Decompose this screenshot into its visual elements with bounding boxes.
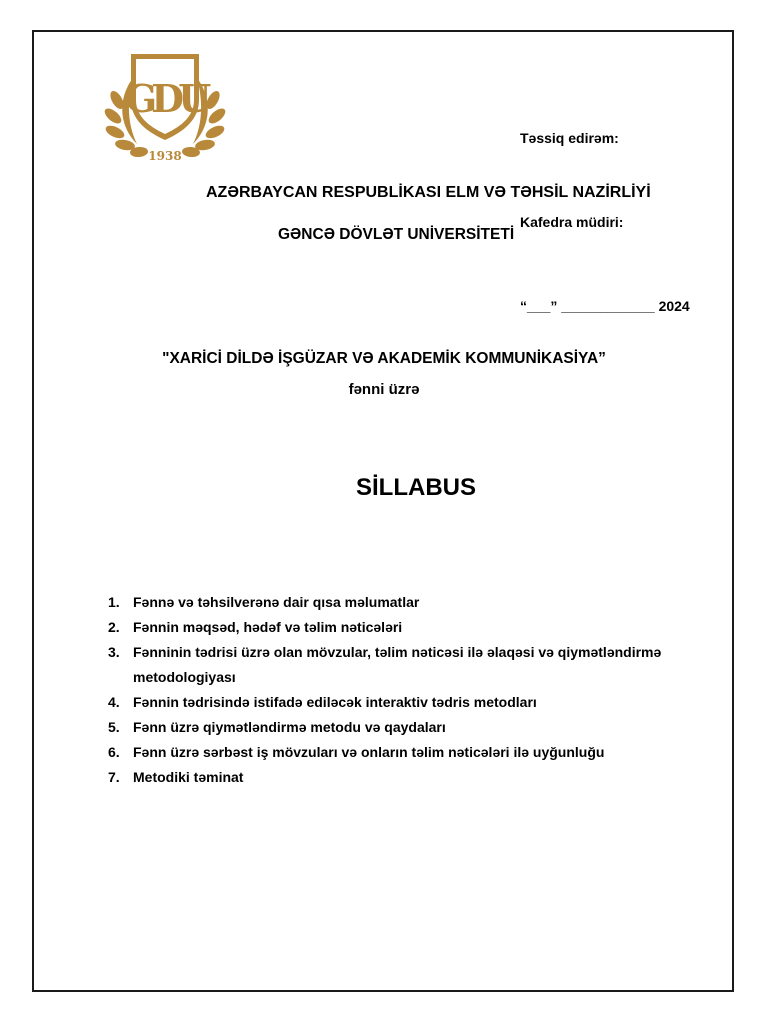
toc-item: 3. Fənninin tədrisi üzrə olan mövzular, təlim nəticəsi ilə əlaqəsi və qiymətləndirmə metodologiyası	[108, 644, 662, 685]
toc-item: 7. Metodiki təminat	[108, 769, 244, 785]
approval-line-2: Kafedra müdiri:	[520, 214, 624, 230]
toc-item: 6. Fənn üzrə sərbəst iş mövzuları və onların təlim nəticələri ilə uyğunluğu	[108, 744, 605, 760]
approval-line-1: Təssiq edirəm:	[520, 130, 619, 146]
svg-text:1938: 1938	[148, 149, 182, 163]
toc-item: 1. Fənnə və təhsilverənə dair qısa məlumatlar	[108, 594, 420, 610]
approval-block	[520, 68, 690, 348]
university-name: GƏNCƏ DÖVLƏT UNİVERSİTETİ	[278, 226, 515, 243]
toc-item: 2. Fənnin məqsəd, hədəf və təlim nəticələri	[108, 619, 403, 635]
course-subtitle: fənni üzrə	[348, 381, 420, 398]
ministry-name: AZƏRBAYCAN RESPUBLİKASI ELM VƏ TƏHSİL NAZİRLİYİ	[206, 184, 651, 201]
university-logo	[103, 48, 227, 166]
svg-text:GDU: GDU	[124, 76, 206, 121]
approval-date-line: “___” ____________ 2024	[520, 298, 690, 314]
toc-item: 5. Fənn üzrə qiymətləndirmə metodu və qaydaları	[108, 719, 446, 735]
table-of-contents	[108, 590, 668, 790]
document-title: SİLLABUS	[356, 474, 476, 501]
course-title: "XARİCİ DİLDƏ İŞGÜZAR VƏ AKADEMİK KOMMUNİKASİYA”	[162, 350, 606, 367]
toc-item: 4. Fənnin tədrisində istifadə ediləcək interaktiv tədris metodları	[108, 694, 537, 710]
